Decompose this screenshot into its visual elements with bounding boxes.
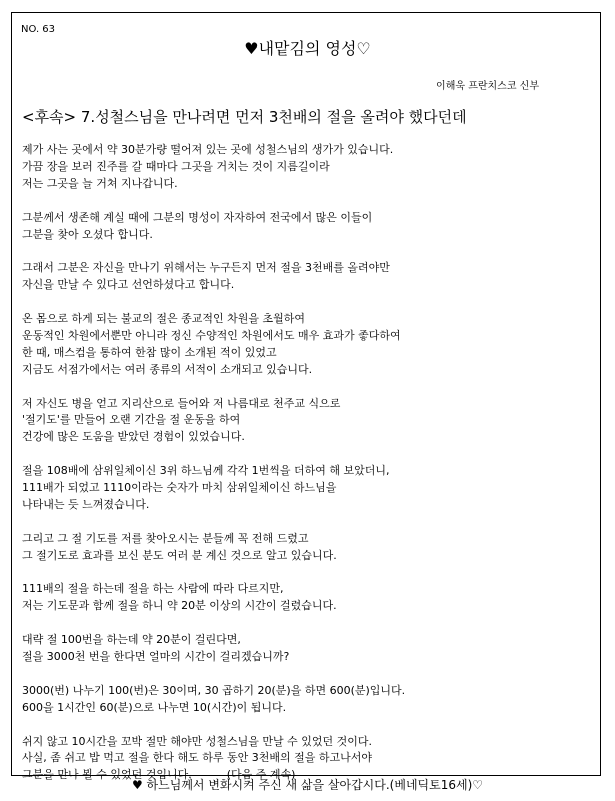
paragraph-line: 대략 절 100번을 하는데 약 20분이 걸린다면,	[22, 633, 241, 647]
paragraph-line: 한 때, 매스컴을 통하여 한참 많이 소개된 적이 있었고	[22, 345, 277, 359]
paragraph	[22, 531, 592, 565]
paragraph-line: 운동적인 차원에서뿐만 아니라 정신 수양적인 차원에서도 매우 효과가 좋다하여	[22, 328, 401, 342]
issue-number: NO. 63	[21, 24, 56, 35]
paragraph-line: 600을 1시간인 60(분)으로 나누면 10(시간)이 됩니다.	[22, 700, 287, 714]
paragraph-line: 제가 사는 곳에서 약 30분가량 떨어져 있는 곳에 성철스님의 생가가 있습니다.	[22, 143, 394, 156]
paragraph-line: 그분을 찾아 오셨다 합니다.	[22, 227, 153, 241]
paragraph-line: 그래서 그분은 자신을 만나기 위해서는 누구든지 먼저 절을 3천배를 올려야만	[22, 261, 390, 275]
paragraph-line: 건강에 많은 도움을 받았던 경험이 있었습니다.	[22, 430, 245, 444]
paragraph-line: 3000(번) 나누기 100(번)은 30이며, 30 곱하기 20(분)을 하면 600(분)입니다.	[22, 683, 406, 697]
author-name: 이해욱 프란치스코 신부	[436, 81, 539, 92]
paragraph-line: 111배가 되었고 1110이라는 숫자가 마치 삼위일체이신 하느님을	[22, 481, 337, 495]
paragraph-line: 그분께서 생존해 계실 때에 그분의 명성이 자자하여 전국에서 많은 이들이	[22, 210, 373, 224]
paragraph-line: 쉬지 않고 10시간을 꼬박 절만 해야만 성철스님을 만날 수 있었던 것이다.	[22, 734, 372, 748]
paragraph	[22, 311, 592, 379]
paragraph	[22, 581, 592, 615]
paragraph-line: 저는 그곳을 늘 거쳐 지나갑니다.	[22, 176, 178, 190]
paragraph-line: 자신을 만날 수 있다고 선언하셨다고 합니다.	[22, 278, 235, 292]
paragraph-line: 온 몸으로 하게 되는 불교의 절은 종교적인 차원을 초월하여	[22, 312, 305, 326]
paragraph-line: 지금도 서점가에서는 여러 종류의 서적이 소개되고 있습니다.	[22, 362, 313, 376]
paragraph	[22, 396, 592, 447]
article-body	[22, 142, 592, 801]
paragraph-line: 저 자신도 병을 얻고 지리산으로 들어와 저 나름대로 천주교 식으로	[22, 396, 341, 410]
paragraph-line: 111배의 절을 하는데 절을 하는 사람에 따라 다르지만,	[22, 582, 284, 596]
paragraph-line: 나타내는 듯 느껴졌습니다.	[22, 497, 150, 511]
paragraph	[22, 142, 592, 193]
paragraph-line: '절기도'를 만들어 오랜 기간을 절 운동을 하여	[22, 413, 241, 427]
paragraph	[22, 210, 592, 244]
paragraph-line: 그리고 그 절 기도를 저를 찾아오시는 분들께 꼭 전해 드렸고	[22, 531, 309, 545]
paragraph-line: 가끔 장을 보러 진주를 갈 때마다 그곳을 거치는 것이 지름길이라	[22, 159, 330, 173]
paragraph	[22, 463, 592, 514]
article-subtitle: <후속> 7.성철스님을 만나려면 먼저 3천배의 절을 올려야 했다던데	[22, 108, 467, 126]
paragraph-line: 절을 108배에 삼위일체이신 3위 하느님께 각각 1번씩을 더하여 해 보았더니,	[22, 464, 390, 478]
paragraph-line: 저는 기도문과 함께 절을 하니 약 20분 이상의 시간이 걸렸습니다.	[22, 599, 337, 613]
paragraph-line: 그분을 만나 뵐 수 있었던 것입니다. (다음 주 계속)	[22, 768, 296, 782]
paragraph-line: 사실, 좀 쉬고 밥 먹고 절을 한다 해도 하루 동안 3천배의 절을 하고나서야	[22, 751, 372, 765]
footer-quote: ♥ 하느님께서 변화시켜 주신 새 삶을 살아갑시다.(베네딕토16세)♡	[131, 778, 484, 792]
paragraph-line: 절을 3000천 번을 한다면 얼마의 시간이 걸리겠습니까?	[22, 650, 290, 664]
paragraph	[22, 683, 592, 717]
paragraph	[22, 632, 592, 666]
paragraph	[22, 260, 592, 294]
paragraph-line: 그 절기도로 효과를 보신 분도 여러 분 계신 것으로 알고 있습니다.	[22, 548, 337, 562]
page-title: ♥내맡김의 영성♡	[244, 39, 371, 58]
